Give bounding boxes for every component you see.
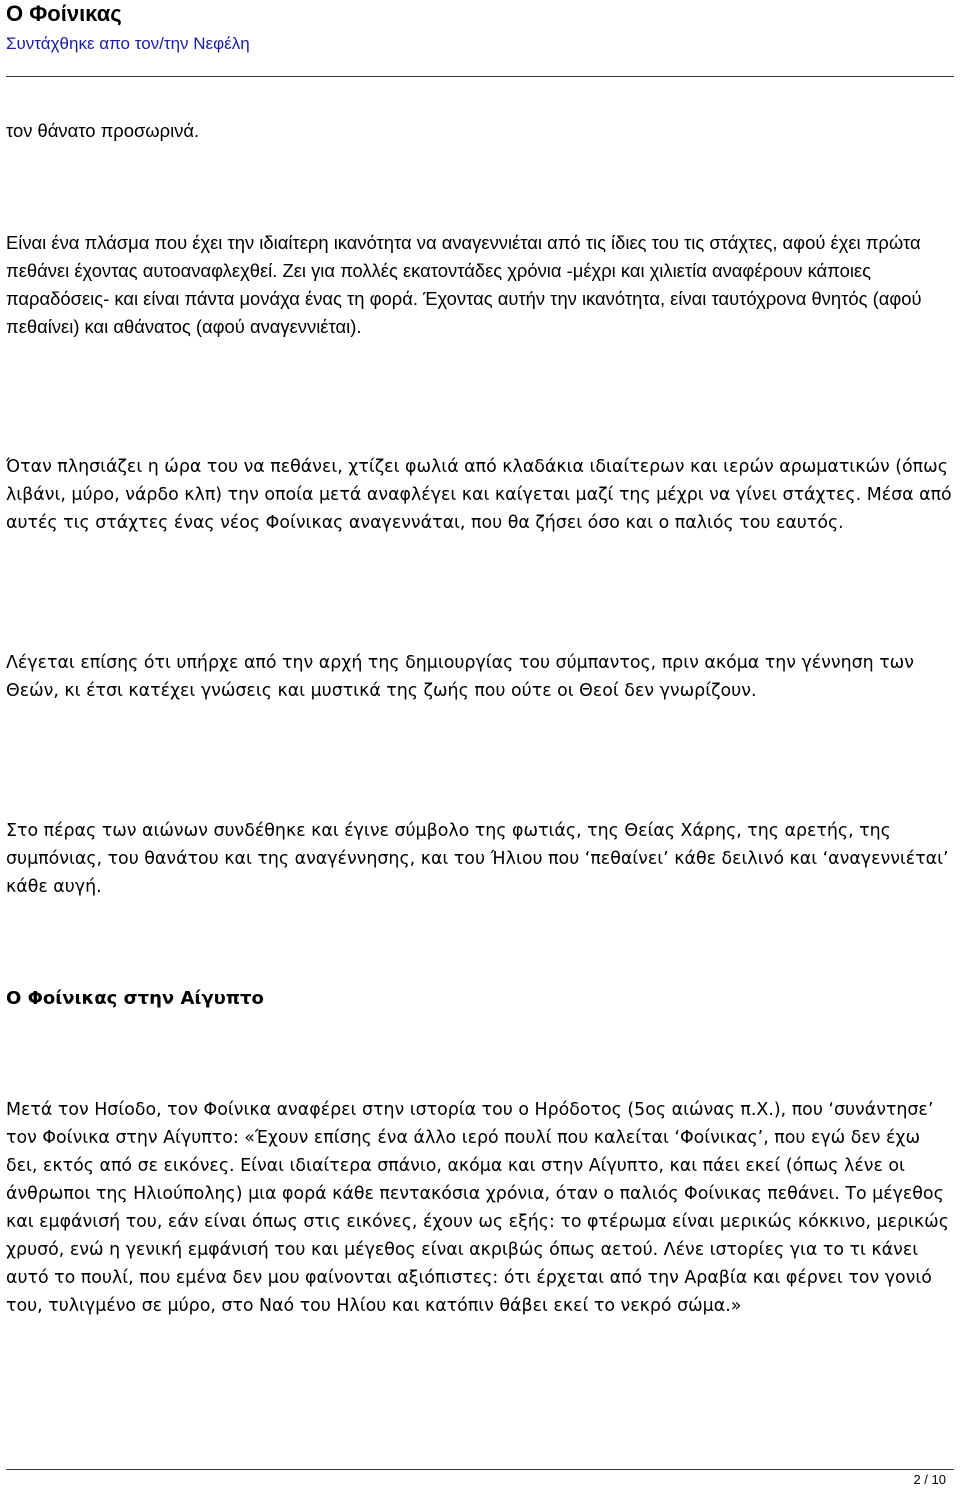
paragraph-nest: Όταν πλησιάζει η ώρα του να πεθάνει, χτίζει φωλιά από κλαδάκια ιδιαίτερων και ιερών αρωματικών (όπως λιβάνι, μύρο, νάρδο κλπ) την οποία μετά αναφλέγει και καίγεται μαζί της μέχρι να γίνει στάχτες. Μέσα από αυτές τις στάχτες ένας νέος Φοίνικας αναγεννάται, που θα ζήσει όσο και ο παλιός του εαυτός. (6, 457, 952, 533)
header-divider (6, 76, 954, 77)
section-heading-egypt: Ο Φοίνικας στην Αίγυπτο (6, 988, 264, 1009)
page-number: 2 / 10 (913, 1472, 946, 1487)
paragraph-symbol: Στο πέρας των αιώνων συνδέθηκε και έγινε σύμβολο της φωτιάς, της Θείας Χάρης, της αρετής, της συμπόνιας, του θανάτου και της αναγέννησης, και του Ήλιου που ‘πεθαίνει’ κάθε δειλινό και ‘αναγεννιέται’ κάθε αυγή. (6, 821, 949, 897)
document-header (6, 0, 954, 55)
paragraph-rebirth: Είναι ένα πλάσμα που έχει την ιδιαίτερη ικανότητα να αναγεννιέται από τις ίδιες του τις στάχτες, αφού έχει πρώτα πεθάνει έχοντας αυτοαναφλεχθεί. Ζει για πολλές εκατοντάδες χρόνια -μέχρι και χιλιετία αναφέρουν κάποιες παραδόσεις- και είναι πάντα μονάχα ένας τη φορά. Έχοντας αυτήν την ικανότητα, είναι ταυτόχρονα θνητός (αφού πεθαίνει) και αθάνατος (αφού αναγεννιέται). (6, 232, 922, 337)
document-author: Συντάχθηκε απο τον/την Νεφέλη (6, 34, 250, 53)
footer-divider (6, 1469, 954, 1470)
document-title: Ο Φοίνικας (6, 1, 122, 26)
paragraph-knowledge: Λέγεται επίσης ότι υπήρχε από την αρχή της δημιουργίας του σύμπαντος, πριν ακόμα την γέννηση των Θεών, κι έτσι κατέχει γνώσεις και μυστικά της ζωής που ούτε οι Θεοί δεν γνωρίζουν. (6, 653, 914, 701)
paragraph-herodotus: Μετά τον Ησίοδο, τον Φοίνικα αναφέρει στην ιστορία του ο Ηρόδοτος (5ος αιώνας π.Χ.), που ‘συνάντησε’ τον Φοίνικα στην Αίγυπτο: «Έχουν επίσης ένα άλλο ιερό πουλί που καλείται ‘Φοίνικας’, που εγώ δεν έχω δει, εκτός από σε εικόνες. Είναι ιδιαίτερα σπάνιο, ακόμα και στην Αίγυπτο, και πάει εκεί (όπως λένε οι άνθρωποι της Ηλιούπολης) μια φορά κάθε πεντακόσια χρόνια, όταν ο παλιός Φοίνικας πεθάνει. Το μέγεθος και εμφάνισή του, εάν είναι όπως στις εικόνες, έχουν ως εξής: το φτέρωμα είναι μερικώς κόκκινο, μερικώς χρυσό, ενώ η γενική εμφάνισή του και μέγεθος είναι ακριβώς όπως αετού. Λένε ιστορίες για το τι κάνει αυτό το πουλί, που εμένα δεν μου φαίνονται αξιόπιστες: ότι έρχεται από την Αραβία και φέρνει τον γονιό του, τυλιγμένο σε μύρο, στο Ναό του Ηλίου και κατόπιν θάβει εκεί το νεκρό σώμα.» (6, 1100, 949, 1316)
paragraph-intro-fragment: τον θάνατο προσωρινά. (6, 120, 200, 141)
